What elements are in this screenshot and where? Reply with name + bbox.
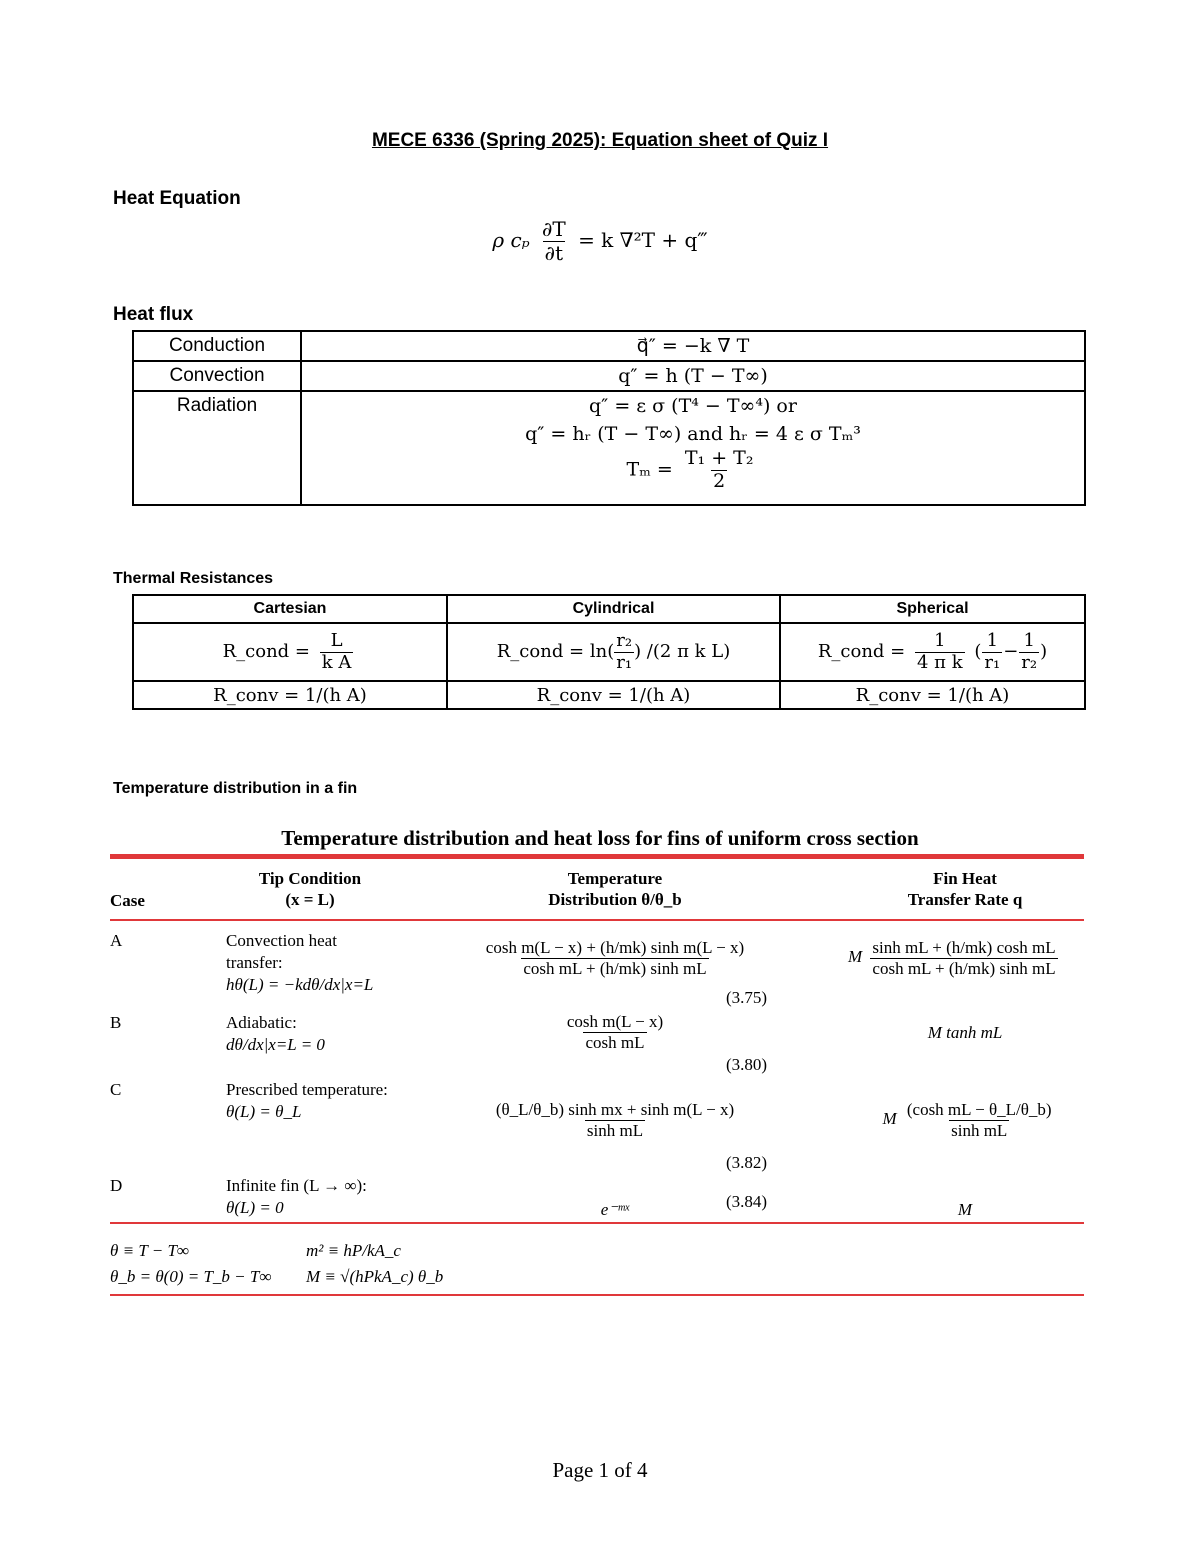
table-row (133, 361, 1085, 391)
tip-a-3: hθ(L) = −kdθ/dx|x=L (226, 975, 374, 994)
temp-a-den: cosh mL + (h/mk) sinh mL (523, 958, 707, 978)
tip-header-1: Tip Condition (258, 869, 362, 888)
case-a: A (110, 931, 123, 950)
fin-table-title: Temperature distribution and heat loss for fins of uniform cross section (281, 826, 919, 850)
rate-c-den: sinh mL (951, 1120, 1008, 1140)
sph-cond-lhs: R_cond = (817, 641, 906, 662)
tip-c-1: Prescribed temperature: (226, 1080, 388, 1099)
eqno-d: (3.84) (726, 1192, 768, 1211)
temp-b-num: cosh m(L − x) (566, 1012, 664, 1031)
thermal-resistance-table (132, 594, 1086, 710)
temp-b-frac (565, 1012, 665, 1052)
mean-temp-eq (302, 448, 1084, 493)
sph-a-frac (982, 631, 1002, 673)
table-header-row (133, 595, 1085, 623)
heat-flux-table (132, 330, 1086, 506)
cyl-cond-den: r₁ (616, 651, 633, 673)
spherical-conv: R_conv = 1/(h A) (780, 681, 1085, 709)
case-b: B (110, 1013, 122, 1032)
rate-a-den: cosh mL + (h/mk) sinh mL (872, 958, 1056, 978)
conduction-equation: q⃗″ = −k ∇ T (301, 331, 1085, 361)
tip-b-1: Adiabatic: (226, 1013, 297, 1032)
sph-a-den: r₁ (984, 651, 1001, 673)
temp-header-2: Distribution θ/θ_b (548, 890, 682, 909)
sph-b-num: 1 (1023, 629, 1035, 651)
tip-c-2: θ(L) = θ_L (226, 1102, 302, 1121)
cyl-cond-rhs: ) /(2 π k L) (634, 641, 731, 662)
sph-cond-den: 4 π k (916, 651, 963, 673)
sph-cond-frac (915, 631, 965, 673)
def-theta-b: θ_b = θ(0) = T_b − T∞ (110, 1267, 272, 1286)
rate-c-m: M (882, 1108, 897, 1128)
thermal-resistances-heading: Thermal Resistances (113, 570, 274, 587)
tm-lhs: Tₘ = (626, 458, 673, 481)
rate-header (860, 868, 1070, 910)
cyl-cond-frac (614, 631, 634, 673)
fin-defs-left (110, 1238, 271, 1290)
temp-d: e⁻ᵐˣ (600, 1200, 630, 1219)
rate-a-num: sinh mL + (h/mk) cosh mL (872, 938, 1056, 957)
cartesian-conv: R_conv = 1/(h A) (133, 681, 447, 709)
case-header: Case (110, 891, 145, 910)
fin-bottom-rule (110, 1294, 1084, 1296)
tm-fraction (683, 448, 756, 493)
table-row (133, 331, 1085, 361)
def-m: m² ≡ hP/kA_c (306, 1241, 401, 1260)
convection-equation: q″ = h (T − T∞) (301, 361, 1085, 391)
col-cylindrical: Cylindrical (447, 595, 780, 623)
tip-a-2: transfer: (226, 953, 283, 972)
fin-table-header (0, 868, 1200, 918)
def-M: M ≡ √(hPkA_c) θ_b (306, 1267, 444, 1286)
tip-header-2: (x = L) (285, 890, 335, 909)
tip-c (226, 1079, 388, 1123)
temp-header-1: Temperature (567, 869, 663, 888)
convection-label: Convection (133, 361, 301, 391)
heat-equation (0, 218, 1200, 265)
temp-a-num: cosh m(L − x) + (h/mk) sinh m(L − x) (485, 938, 745, 957)
cart-cond-lhs: R_cond = (222, 641, 310, 662)
rate-a-frac (870, 938, 1057, 978)
sph-b-frac (1019, 631, 1039, 673)
eqno-a: (3.75) (726, 988, 768, 1007)
conduction-label: Conduction (133, 331, 301, 361)
fin-defs-right (306, 1238, 443, 1290)
fin-heading: Temperature distribution in a fin (113, 780, 358, 797)
case-c: C (110, 1080, 122, 1099)
rate-d: M (957, 1200, 973, 1219)
case-d: D (110, 1176, 123, 1195)
heat-flux-heading: Heat flux (113, 304, 194, 325)
tm-num: T₁ + T₂ (684, 447, 754, 469)
tip-d (226, 1175, 367, 1219)
cylindrical-conv: R_conv = 1/(h A) (447, 681, 780, 709)
fin-table-top-rule (110, 854, 1084, 859)
heat-eq-lhs: ρ cₚ (492, 228, 530, 252)
radiation-eq-2: q″ = hᵣ (T − T∞) and hᵣ = 4 ε σ Tₘ³ (525, 423, 861, 445)
temp-c-frac (494, 1100, 736, 1140)
rate-c-num: (cosh mL − θ_L/θ_b) (906, 1100, 1052, 1119)
rate-header-1: Fin Heat (933, 869, 997, 888)
radiation-eq-1: q″ = ε σ (T⁴ − T∞⁴) or (589, 395, 797, 417)
col-cartesian: Cartesian (133, 595, 447, 623)
cyl-cond-num: r₂ (616, 629, 633, 651)
eqno-b: (3.80) (726, 1055, 768, 1074)
eqno-c: (3.82) (726, 1153, 768, 1172)
temp-c-num: (θ_L/θ_b) sinh mx + sinh m(L − x) (495, 1100, 735, 1119)
tm-den: 2 (713, 469, 726, 492)
sph-b-den: r₂ (1021, 651, 1038, 673)
table-row (133, 391, 1085, 505)
page-number: Page 1 of 4 (552, 1458, 648, 1482)
cart-cond-frac (320, 631, 354, 673)
cylindrical-cond (447, 623, 780, 681)
temp-c (460, 1100, 770, 1140)
rate-c-frac (905, 1100, 1054, 1140)
fin-body-rule (110, 1222, 1084, 1224)
tip-d-1: Infinite fin (L → ∞): (226, 1176, 367, 1195)
sph-cond-num: 1 (934, 629, 946, 651)
tip-a-1: Convection heat (226, 931, 337, 950)
rate-a-m: M (848, 946, 863, 966)
radiation-label: Radiation (133, 391, 301, 505)
heat-equation-heading: Heat Equation (113, 188, 241, 209)
heat-eq-num: ∂T (542, 217, 566, 241)
page-title: MECE 6336 (Spring 2025): Equation sheet of Quiz I (371, 130, 829, 151)
cartesian-cond (133, 623, 447, 681)
temp-a-frac (484, 938, 746, 978)
cyl-cond-lhs: R_cond = ln( (496, 641, 615, 662)
temp-a (460, 938, 770, 978)
def-theta: θ ≡ T − T∞ (110, 1241, 190, 1260)
table-row (133, 681, 1085, 709)
temp-b (460, 1012, 770, 1052)
fin-header-rule (110, 919, 1084, 921)
temp-b-den: cosh mL (585, 1032, 645, 1052)
rate-header-2: Transfer Rate q (907, 890, 1023, 909)
col-spherical: Spherical (780, 595, 1085, 623)
cart-cond-num: L (330, 629, 343, 651)
rate-c (870, 1100, 1070, 1140)
radiation-equations (301, 391, 1085, 505)
spherical-cond: R_cond = $\frac{1}{\text{4 π k}}$ ( $\frac{1}{\text{r₁}}$ − $\frac{1}{\text{r₂}}$ ) (780, 623, 1085, 681)
rate-a (848, 938, 1084, 978)
tip-header (220, 868, 400, 910)
tip-d-2: θ(L) = 0 (226, 1198, 284, 1217)
heat-eq-den: ∂t (544, 241, 564, 265)
heat-eq-rhs: = k ∇²T + q‴ (578, 228, 708, 252)
tip-a (226, 930, 373, 996)
cart-cond-den: k A (321, 651, 352, 673)
table-row (133, 623, 1085, 681)
temp-header (500, 868, 730, 910)
tip-b (226, 1012, 325, 1056)
rate-b: M tanh mL (927, 1023, 1003, 1042)
heat-eq-fraction (540, 218, 568, 265)
tip-b-2: dθ/dx|x=L = 0 (226, 1035, 325, 1054)
temp-c-den: sinh mL (586, 1120, 644, 1140)
sph-a-num: 1 (986, 629, 999, 651)
